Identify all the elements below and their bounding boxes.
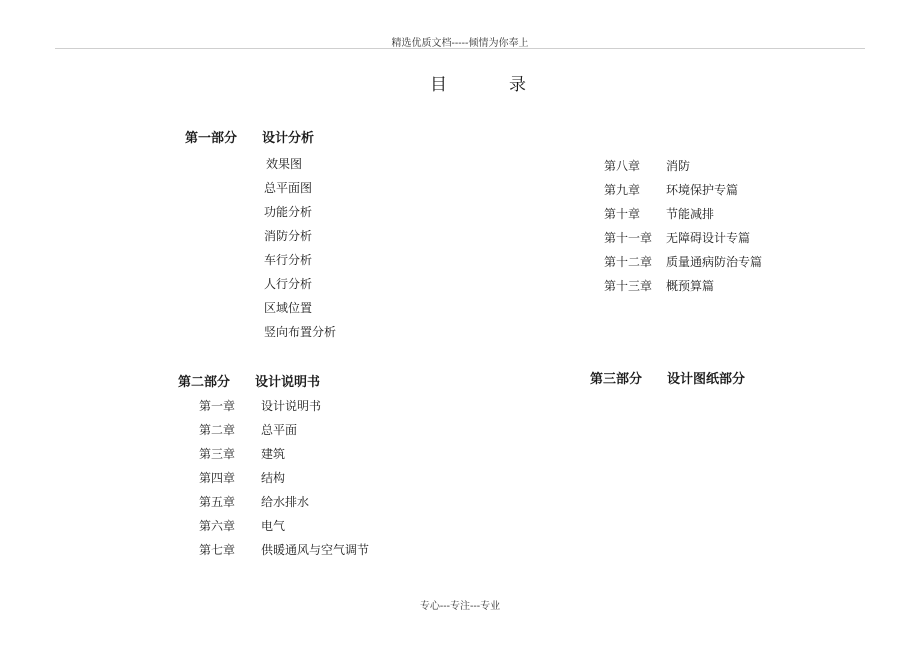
chapter8-number: 第八章 <box>604 159 641 173</box>
toc-title-right: 录 <box>509 75 526 95</box>
chapter10-title: 节能减排 <box>666 207 715 221</box>
chapter3-number: 第三章 <box>199 447 236 461</box>
part1-item-7: 竖向布置分析 <box>264 325 337 339</box>
chapter2-number: 第二章 <box>199 423 236 437</box>
chapter4-number: 第四章 <box>199 471 236 485</box>
chapter11-number: 第十一章 <box>604 231 653 245</box>
part1-item-4: 车行分析 <box>264 253 313 267</box>
part1-item-6: 区域位置 <box>264 301 313 315</box>
chapter11-title: 无障碍设计专篇 <box>666 231 751 245</box>
chapter6-number: 第六章 <box>199 519 236 533</box>
chapter7-title: 供暖通风与空气调节 <box>261 543 370 557</box>
chapter12-number: 第十二章 <box>604 255 653 269</box>
chapter9-number: 第九章 <box>604 183 641 197</box>
part1-name: 设计分析 <box>262 131 315 146</box>
chapter4-title: 结构 <box>261 471 286 485</box>
toc-title-left: 目 <box>430 75 447 95</box>
chapter13-title: 概预算篇 <box>666 279 715 293</box>
page-header: 精选优质文档-----倾情为你奉上 <box>391 38 529 49</box>
chapter10-number: 第十章 <box>604 207 641 221</box>
chapter5-title: 给水排水 <box>261 495 310 509</box>
chapter12-title: 质量通病防治专篇 <box>666 255 763 269</box>
part3-number: 第三部分 <box>590 372 643 387</box>
chapter3-title: 建筑 <box>261 447 286 461</box>
part2-name: 设计说明书 <box>255 375 321 390</box>
chapter5-number: 第五章 <box>199 495 236 509</box>
part1-item-0: 效果图 <box>266 157 303 171</box>
chapter9-title: 环境保护专篇 <box>666 183 739 197</box>
part1-item-5: 人行分析 <box>264 277 313 291</box>
chapter6-title: 电气 <box>261 519 286 533</box>
chapter1-title: 设计说明书 <box>261 399 322 413</box>
part1-item-2: 功能分析 <box>264 205 313 219</box>
chapter2-title: 总平面 <box>261 423 298 437</box>
chapter1-number: 第一章 <box>199 399 236 413</box>
part1-item-3: 消防分析 <box>264 229 313 243</box>
part1-item-1: 总平面图 <box>264 181 313 195</box>
part2-number: 第二部分 <box>178 375 231 390</box>
page-footer: 专心---专注---专业 <box>419 601 501 612</box>
header-divider <box>55 48 865 49</box>
chapter8-title: 消防 <box>666 159 691 173</box>
part1-number: 第一部分 <box>185 131 238 146</box>
chapter13-number: 第十三章 <box>604 279 653 293</box>
part3-name: 设计图纸部分 <box>667 372 746 387</box>
chapter7-number: 第七章 <box>199 543 236 557</box>
